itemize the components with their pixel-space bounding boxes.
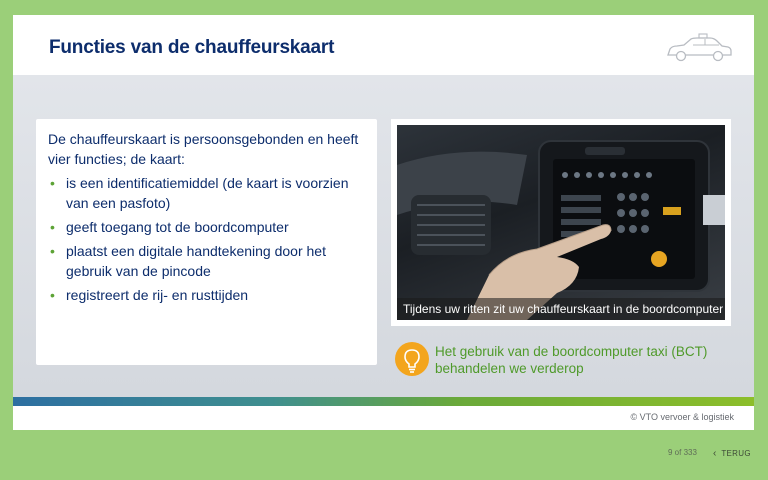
- function-list: [48, 173, 365, 305]
- photo-illustration: [397, 125, 725, 320]
- intro-text: De chauffeurskaart is persoonsgebonden en heeft vier functies; de kaart:: [48, 131, 359, 167]
- photo-frame: [391, 119, 731, 326]
- list-item: • is een identificatiemiddel (de kaart is voorzien van een pasfoto): [48, 173, 365, 213]
- list-item: • geeft toegang tot de boordcomputer: [48, 217, 365, 237]
- back-button[interactable]: [713, 443, 753, 463]
- page-counter: 9 of 333: [668, 448, 697, 457]
- player-nav-bar: [13, 438, 754, 468]
- text-card: [36, 119, 377, 365]
- taxi-car-icon: [664, 33, 734, 63]
- chevron-left-icon: ‹: [713, 447, 717, 459]
- slide-header: [13, 15, 754, 75]
- copyright-text: © VTO vervoer & logistiek: [630, 412, 734, 422]
- photo-caption: Tijdens uw ritten zit uw chauffeurskaart in de boordcomputer: [397, 298, 725, 320]
- slide: [13, 15, 754, 430]
- slide-content: [13, 75, 754, 397]
- list-item: • registreert de rij- en rusttijden: [48, 285, 365, 305]
- lightbulb-icon: [395, 342, 429, 376]
- color-stripe: [13, 397, 754, 406]
- slide-footer: [13, 406, 754, 430]
- tip-text: Het gebruik van de boordcomputer taxi (BCT) behandelen we verderop: [435, 344, 708, 376]
- list-item: • plaatst een digitale handtekening door het gebruik van de pincode: [48, 241, 365, 281]
- slide-title: Functies van de chauffeurskaart: [49, 37, 335, 58]
- boordcomputer-photo: [397, 125, 725, 320]
- back-button-label: TERUG: [721, 448, 751, 458]
- tip-box: [391, 340, 731, 380]
